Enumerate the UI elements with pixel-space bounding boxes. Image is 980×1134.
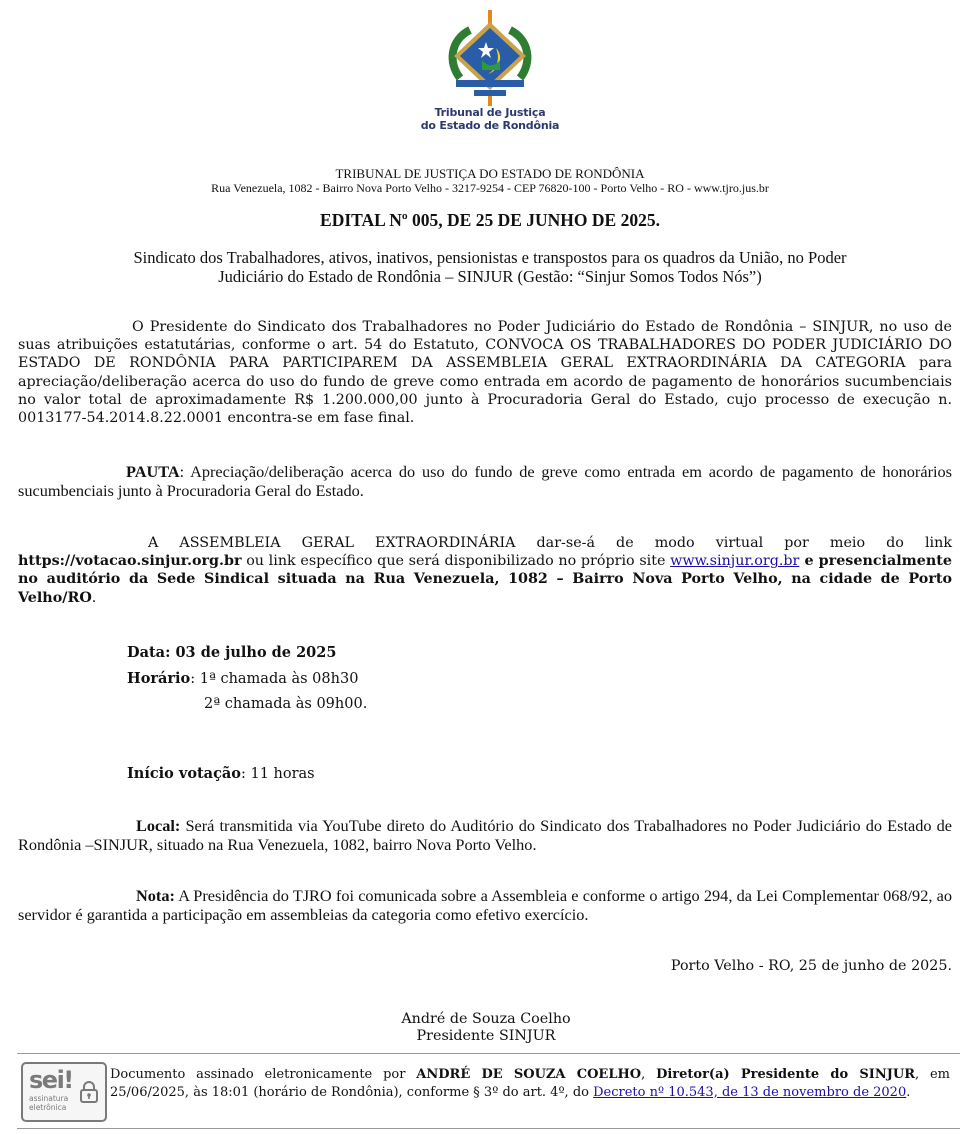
local-text: Será transmitida via YouTube direto do Auditório do Sindicato dos Trabalhadores no Poder Judiciário do Estado de Rondônia –SINJUR, situado na Rua Venezuela, 1082, bairro Nova Porto Velho. <box>18 816 952 854</box>
lock-icon <box>79 1080 99 1104</box>
first-call: : 1ª chamada às 08h30 <box>190 671 359 687</box>
sei-seal <box>21 1062 107 1122</box>
assembly-location-bold: e presencialmente no auditório da Sede Sindical situada na Rua Venezuela, 1082 – Bairro Nova Porto Velho, na cidade de Porto Velho/RO <box>18 553 952 606</box>
note-label: Nota: <box>136 886 175 905</box>
sig-text-2: , em 25/06/2025, às 18:01 (horário de Rondônia), conforme § 3º do art. 4º, do <box>110 1067 950 1100</box>
document-title: EDITAL Nº 005, DE 25 DE JUNHO DE 2025. <box>320 210 660 230</box>
intro-paragraph: O Presidente do Sindicato dos Trabalhadores no Poder Judiciário do Estado de Rondônia – SINJUR, no uso de suas atribuições estatutárias, conforme o art. 54 do Estatuto, CONVOCA OS TRABALHADORES DO PODER JUDICIÁRIO DO ESTADO DE RONDÔNIA PARA PARTICIPAREM DA ASSEMBLEIA GERAL EXTRAORDINÁRIA DA CATEGORIA para apreciação/deliberação acerca do uso do fundo de greve como entrada em acordo de pagamento de honorários sucumbenciais no valor total de aproximadamente R$ 1.200.000,00 junto à Procuradoria Geral do Estado, cujo processo de execução n. 0013177-54.2014.8.22.0001 encontra-se em fase final. <box>18 319 952 427</box>
sig-end: . <box>906 1084 911 1100</box>
note-paragraph <box>18 886 952 924</box>
assembly-text-2: ou link específico que será disponibilizado no próprio site <box>241 553 671 570</box>
sei-seal-sub1: assinatura <box>29 1094 69 1103</box>
second-call: 2ª chamada às 09h00. <box>204 696 368 712</box>
signer-name: André de Souza Coelho <box>401 1011 571 1027</box>
logo-caption-line1: Tribunal de Justiça <box>434 106 546 119</box>
time-label: Horário <box>127 670 191 687</box>
sig-text-1: Documento assinado eletronicamente por <box>110 1067 417 1082</box>
sei-seal-sub2: eletrônica <box>29 1103 67 1112</box>
signer-block <box>372 1011 600 1045</box>
assembly-text: A ASSEMBLEIA GERAL EXTRAORDINÁRIA dar-se-á de modo virtual por meio do link <box>148 535 952 551</box>
logo-caption <box>420 106 560 132</box>
sei-seal-subtitle <box>29 1094 68 1112</box>
union-subtitle-line1: Sindicato dos Trabalhadores, ativos, inativos, pensionistas e transpostos para os quadros da União, no Poder <box>133 248 847 267</box>
voting-start <box>127 765 315 782</box>
union-subtitle <box>40 248 940 286</box>
meeting-date: Data: 03 de julho de 2025 <box>127 644 337 661</box>
place-and-date: Porto Velho - RO, 25 de junho de 2025. <box>670 958 952 974</box>
note-text: A Presidência do TJRO foi comunicada sobre a Assembleia e conforme o artigo 294, da Lei Complementar 068/92, ao servidor é garantida a participação em assembleias da categoria como efetivo exercício. <box>18 886 952 924</box>
decree-link[interactable]: Decreto nº 10.543, de 13 de novembro de 2020 <box>593 1084 907 1100</box>
local-paragraph <box>18 816 952 854</box>
logo-caption-line2: do Estado de Rondônia <box>420 119 560 132</box>
institution-name: TRIBUNAL DE JUSTIÇA DO ESTADO DE RONDÔNIA <box>335 166 645 181</box>
sei-logo-text: sei! <box>29 1066 73 1094</box>
sig-signer: ANDRÉ DE SOUZA COELHO <box>416 1067 642 1082</box>
sinjur-site-link[interactable]: www.sinjur.org.br <box>670 553 800 570</box>
local-label: Local: <box>136 816 181 835</box>
sig-role: Diretor(a) Presidente do SINJUR <box>656 1067 915 1082</box>
voting-start-label: Início votação <box>127 765 241 782</box>
union-subtitle-line2: Judiciário do Estado de Rondônia – SINJUR (Gestão: “Sinjur Somos Todos Nós”) <box>218 267 762 286</box>
assembly-paragraph <box>18 534 952 607</box>
pauta-text: : Apreciação/deliberação acerca do uso do fundo de greve como entrada em acordo de pagamento de honorários sucumbenciais junto à Procuradoria Geral do Estado. <box>18 462 952 500</box>
institution-address: Rua Venezuela, 1082 - Bairro Nova Porto Velho - 3217-9254 - CEP 76820-100 - Porto Velho - RO - www.tjro.jus.br <box>211 181 769 195</box>
voting-start-value: : 11 horas <box>240 766 315 782</box>
signature-text <box>110 1066 950 1101</box>
assembly-end: . <box>91 589 97 606</box>
pauta-paragraph <box>18 462 952 500</box>
meeting-time-first <box>127 670 358 687</box>
signer-role: Presidente SINJUR <box>416 1028 556 1044</box>
sig-sep: , <box>641 1067 657 1082</box>
coat-of-arms-icon <box>430 8 550 108</box>
voting-link[interactable]: https://votacao.sinjur.org.br <box>18 553 242 570</box>
pauta-label: PAUTA <box>126 462 180 481</box>
